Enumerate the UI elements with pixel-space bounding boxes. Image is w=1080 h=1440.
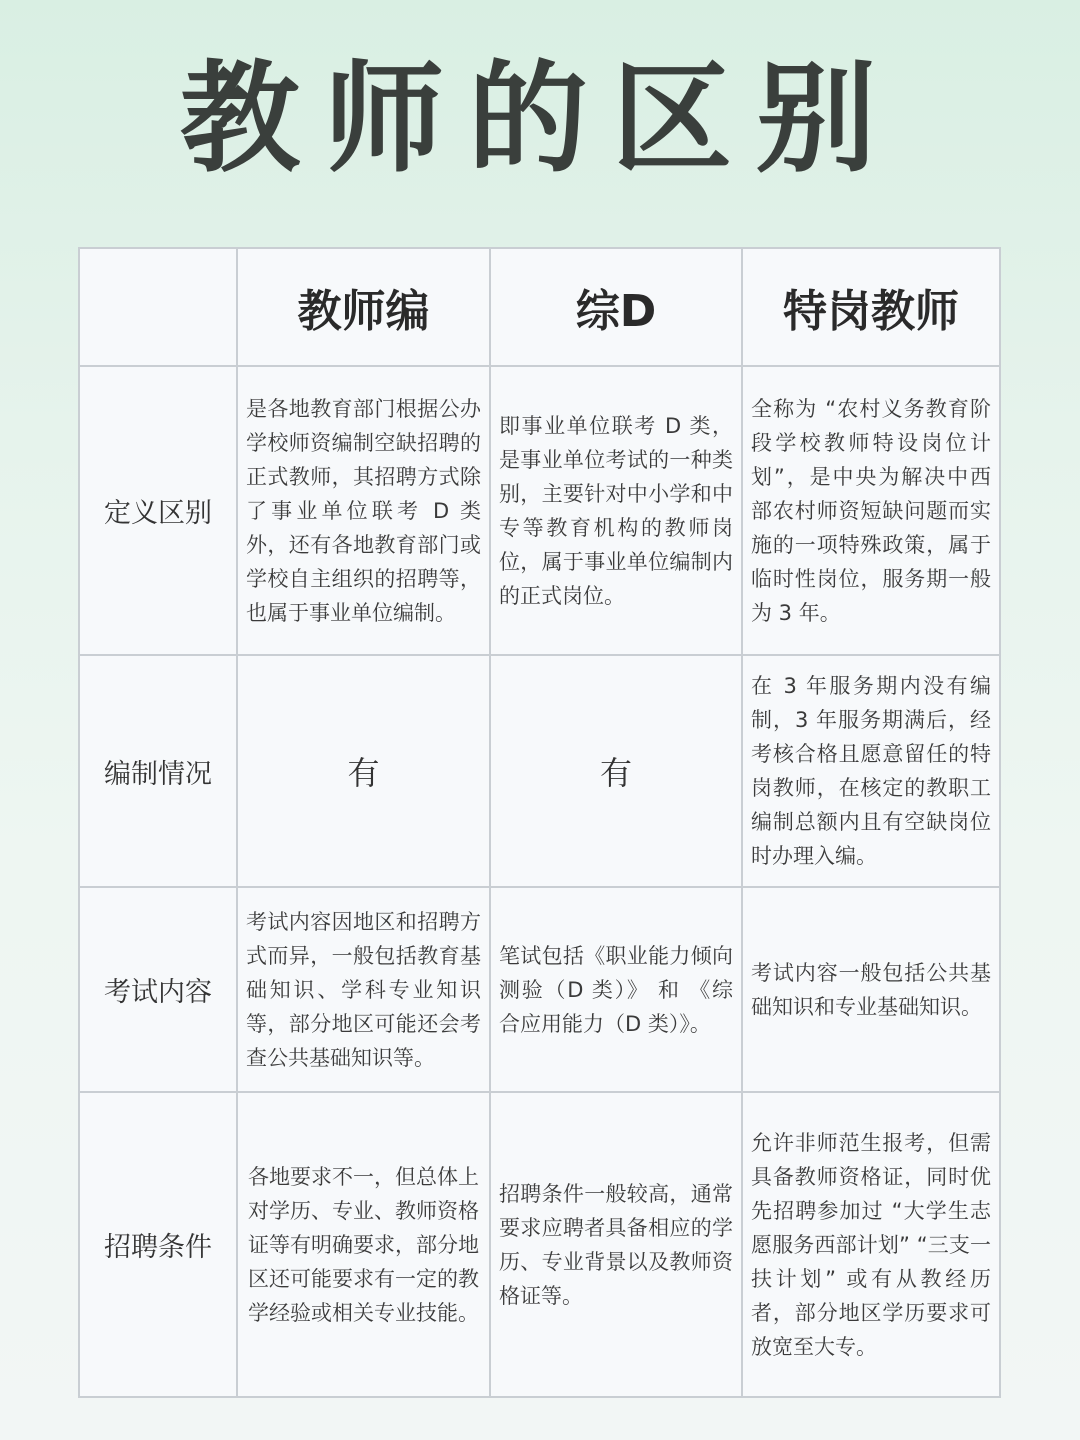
table-cell: 在 3 年服务期内没有编制，3 年服务期满后，经考核合格且愿意留任的特岗教师，在核定的教职工编制总额内且有空缺岗位时办理入编。: [742, 655, 1000, 887]
table-cell: 即事业单位联考 D 类，是事业单位考试的一种类别，主要针对中小学和中专等教育机构的教师岗位，属于事业单位编制内的正式岗位。: [490, 366, 742, 655]
row-label-establishment: 编制情况: [79, 655, 237, 887]
table-cell: 各地要求不一，但总体上对学历、专业、教师资格证等有明确要求，部分地区还可能要求有一定的教学经验或相关专业技能。: [237, 1092, 490, 1397]
table-cell: 有: [490, 655, 742, 887]
table-cell: 有: [237, 655, 490, 887]
table-cell: 考试内容因地区和招聘方式而异，一般包括教育基础知识、学科专业知识等，部分地区可能还会考查公共基础知识等。: [237, 887, 490, 1092]
header-corner-cell: [79, 248, 237, 366]
table-row: [79, 655, 1000, 887]
table-cell: 招聘条件一般较高，通常要求应聘者具备相应的学历、专业背景以及教师资格证等。: [490, 1092, 742, 1397]
table-row: [79, 887, 1000, 1092]
table-header-row: [79, 248, 1000, 366]
comparison-table: [78, 247, 1001, 1398]
column-header-teacher-establishment: 教师编: [237, 248, 490, 366]
table-row: [79, 366, 1000, 655]
row-label-definition: 定义区别: [79, 366, 237, 655]
table-cell: 全称为 “农村义务教育阶段学校教师特设岗位计划”，是中央为解决中西部农村师资短缺问题而实施的一项特殊政策，属于临时性岗位，服务期一般为 3 年。: [742, 366, 1000, 655]
row-label-exam-content: 考试内容: [79, 887, 237, 1092]
table-row: [79, 1092, 1000, 1397]
page-title: 教师的区别: [180, 50, 900, 189]
table-cell: 考试内容一般包括公共基础知识和专业基础知识。: [742, 887, 1000, 1092]
table-cell: 是各地教育部门根据公办学校师资编制空缺招聘的正式教师，其招聘方式除了事业单位联考 D 类外，还有各地教育部门或学校自主组织的招聘等，也属于事业单位编制。: [237, 366, 490, 655]
column-header-zong-d: 综D: [490, 248, 742, 366]
row-label-recruitment-conditions: 招聘条件: [79, 1092, 237, 1397]
table-cell: 笔试包括《职业能力倾向测验（D 类）》 和 《综合应用能力（D 类）》。: [490, 887, 742, 1092]
table-cell: 允许非师范生报考，但需具备教师资格证，同时优先招聘参加过 “大学生志愿服务西部计划” “三支一扶计划” 或有从教经历者，部分地区学历要求可放宽至大专。: [742, 1092, 1000, 1397]
column-header-special-post-teacher: 特岗教师: [742, 248, 1000, 366]
